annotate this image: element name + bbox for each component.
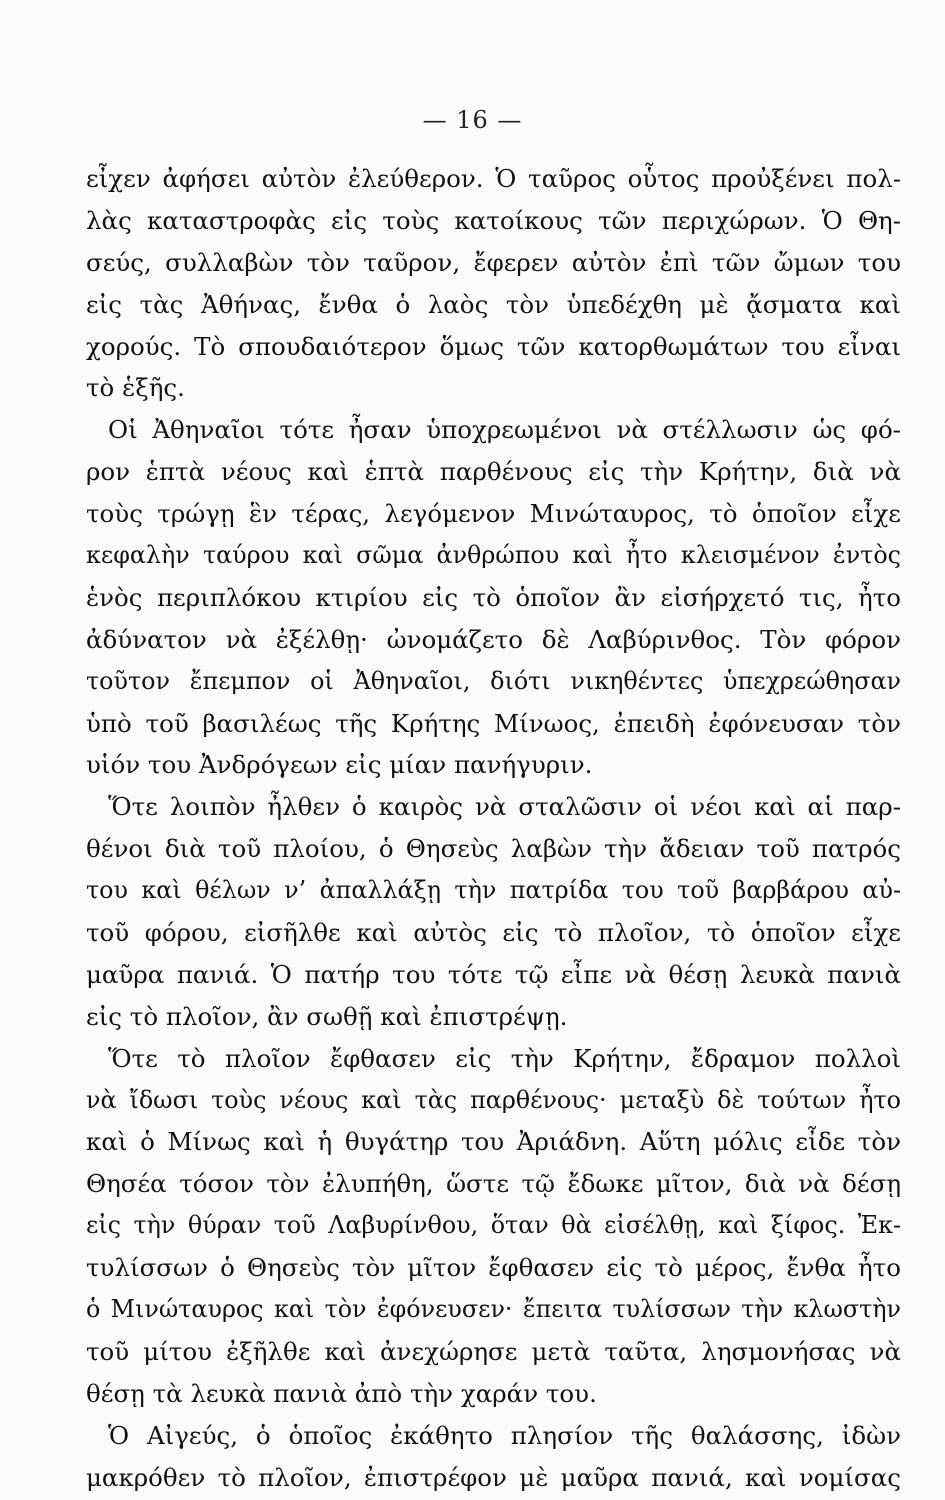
- text-line-12: ἀδύνατον νὰ ἐξέλθῃ· ὠνομάζετο δὲ Λαβύρινθος. Τὸν φόρον: [86, 624, 901, 654]
- text-line-31: Ὁ Αἰγεύς, ὁ ὁποῖος ἐκάθητο πλησίον τῆς θαλάσσης, ἰδὼν: [108, 1420, 901, 1450]
- text-line-16: Ὅτε λοιπὸν ἦλθεν ὁ καιρὸς νὰ σταλῶσιν οἱ νέοι καὶ αἱ παρ-: [108, 792, 901, 822]
- text-line-6: τὸ ἑξῆς.: [86, 373, 185, 403]
- text-line-1: εἶχεν ἀφήσει αὐτὸν ἐλεύθερον. Ὁ ταῦρος οὗτος προὐξένει πολ-: [86, 164, 901, 193]
- text-line-24: καὶ ὁ Μίνως καὶ ἡ θυγάτηρ του Ἀριάδνη. Αὕτη μόλις εἶδε τὸν: [86, 1127, 901, 1157]
- text-line-19: τοῦ φόρου, εἰσῆλθε καὶ αὐτὸς εἰς τὸ πλοῖον, τὸ ὁποῖον εἶχε: [86, 918, 901, 948]
- text-line-30: θέσῃ τὰ λευκὰ πανιὰ ἀπὸ τὴν χαράν του.: [86, 1378, 597, 1408]
- text-line-32: μακρόθεν τὸ πλοῖον, ἐπιστρέφον μὲ μαῦρα πανιά, καὶ νομίσας: [86, 1462, 901, 1492]
- text-line-28: ὁ Μινώταυρος καὶ τὸν ἐφόνευσεν· ἔπειτα τυλίσσων τὴν κλωστὴν: [86, 1295, 901, 1324]
- text-line-8: ρον ἑπτὰ νέους καὶ ἑπτὰ παρθένους εἰς τὴν Κρήτην, διὰ νὰ: [86, 457, 901, 487]
- text-line-29: τοῦ μίτου ἐξῆλθε καὶ ἀνεχώρησε μετὰ ταῦτα, λησμονήσας νὰ: [86, 1336, 901, 1366]
- text-line-5: χορούς. Τὸ σπουδαιότερον ὅμως τῶν κατορθωμάτων του εἶναι: [86, 331, 901, 361]
- text-line-18: του καὶ θέλων ν’ ἀπαλλάξῃ τὴν πατρίδα του τοῦ βαρβάρου αὐ-: [86, 876, 901, 905]
- text-line-13: τοῦτον ἔπεμπον οἱ Ἀθηναῖοι, διότι νικηθέντες ὑπεχρεώθησαν: [86, 666, 901, 695]
- text-line-3: σεύς, συλλαβὼν τὸν ταῦρον, ἔφερεν αὐτὸν ἐπὶ τῶν ὤμων του: [86, 247, 901, 277]
- page-number: — 16 —: [422, 106, 523, 134]
- text-line-15: υἱόν του Ἀνδρόγεων εἰς μίαν πανήγυριν.: [86, 750, 593, 780]
- text-line-11: ἑνὸς περιπλόκου κτιρίου εἰς τὸ ὁποῖον ἂν εἰσήρχετό τις, ἦτο: [86, 582, 901, 612]
- text-line-10: κεφαλὴν ταύρου καὶ σῶμα ἀνθρώπου καὶ ἦτο κλεισμένον ἐντὸς: [86, 541, 901, 570]
- text-line-4: εἰς τὰς Ἀθήνας, ἔνθα ὁ λαὸς τὸν ὑπεδέχθη μὲ ᾄσματα καὶ: [86, 289, 901, 319]
- text-line-20: μαῦρα πανιά. Ὁ πατήρ του τότε τῷ εἶπε νὰ θέσῃ λευκὰ πανιὰ: [86, 959, 901, 989]
- text-line-22: Ὅτε τὸ πλοῖον ἔφθασεν εἰς τὴν Κρήτην, ἔδραμον πολλοὶ: [108, 1043, 901, 1073]
- body-text: [86, 158, 901, 1499]
- text-line-2: λὰς καταστροφὰς εἰς τοὺς κατοίκους τῶν περιχώρων. Ὁ Θη-: [86, 205, 901, 235]
- text-line-26: εἰς τὴν θύραν τοῦ Λαβυρίνθου, ὅταν θὰ εἰσέλθῃ, καὶ ξίφος. Ἐκ-: [86, 1211, 901, 1240]
- text-line-7: Οἱ Ἀθηναῖοι τότε ἦσαν ὑποχρεωμένοι νὰ στέλλωσιν ὡς φό-: [108, 415, 901, 445]
- text-line-14: ὑπὸ τοῦ βασιλέως τῆς Κρήτης Μίνωος, ἐπειδὴ ἐφόνευσαν τὸν: [86, 708, 901, 738]
- text-line-23: νὰ ἴδωσι τοὺς νέους καὶ τὰς παρθένους· μεταξὺ δὲ τούτων ἦτο: [86, 1085, 901, 1114]
- text-line-17: θένοι διὰ τοῦ πλοίου, ὁ Θησεὺς λαβὼν τὴν ἄδειαν τοῦ πατρός: [86, 834, 901, 864]
- text-line-25: Θησέα τόσον τὸν ἐλυπήθη, ὥστε τῷ ἔδωκε μῖτον, διὰ νὰ δέσῃ: [86, 1169, 901, 1199]
- text-line-21: εἰς τὸ πλοῖον, ἂν σωθῇ καὶ ἐπιστρέψῃ.: [86, 1001, 568, 1031]
- text-line-9: τοὺς τρώγῃ ἓν τέρας, λεγόμενον Μινώταυρος, τὸ ὁποῖον εἶχε: [86, 499, 901, 529]
- text-line-27: τυλίσσων ὁ Θησεὺς τὸν μῖτον ἔφθασεν εἰς τὸ μέρος, ἔνθα ἦτο: [86, 1253, 901, 1283]
